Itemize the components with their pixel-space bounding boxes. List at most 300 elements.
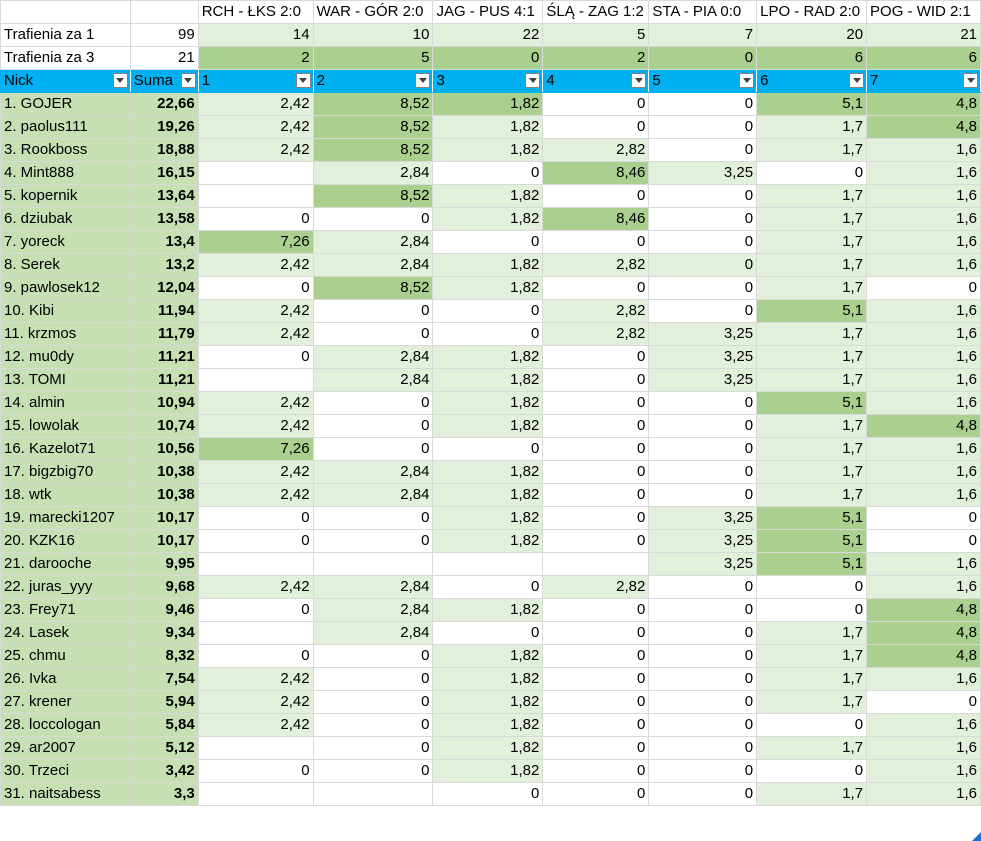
points-cell[interactable]: 1,82 — [433, 392, 543, 415]
player-sum[interactable]: 11,79 — [130, 323, 198, 346]
points-cell[interactable]: 8,46 — [543, 208, 649, 231]
points-cell[interactable]: 1,7 — [757, 323, 867, 346]
stats-value[interactable]: 2 — [198, 47, 313, 70]
filter-dropdown-icon[interactable] — [631, 73, 646, 88]
points-cell[interactable]: 0 — [543, 737, 649, 760]
points-cell[interactable]: 0 — [649, 484, 757, 507]
match-header[interactable]: ŚLĄ - ZAG 1:2 — [543, 1, 649, 24]
points-cell[interactable]: 0 — [543, 369, 649, 392]
points-cell[interactable]: 4,8 — [867, 93, 981, 116]
points-cell[interactable]: 0 — [649, 277, 757, 300]
points-cell[interactable]: 1,6 — [867, 783, 981, 806]
points-cell[interactable]: 0 — [543, 599, 649, 622]
points-cell[interactable]: 1,7 — [757, 484, 867, 507]
points-cell[interactable]: 1,7 — [757, 645, 867, 668]
player-nick[interactable]: 3. Rookboss — [1, 139, 131, 162]
points-cell[interactable]: 0 — [649, 645, 757, 668]
points-cell[interactable]: 1,7 — [757, 185, 867, 208]
points-cell[interactable]: 0 — [649, 208, 757, 231]
points-cell[interactable]: 1,6 — [867, 438, 981, 461]
points-cell[interactable]: 2,42 — [198, 116, 313, 139]
points-cell[interactable]: 3,25 — [649, 553, 757, 576]
points-cell[interactable]: 1,6 — [867, 737, 981, 760]
points-cell[interactable]: 0 — [198, 507, 313, 530]
points-cell[interactable]: 1,6 — [867, 668, 981, 691]
points-cell[interactable]: 0 — [757, 760, 867, 783]
points-cell[interactable]: 0 — [198, 645, 313, 668]
points-cell[interactable]: 0 — [313, 668, 433, 691]
points-cell[interactable]: 0 — [433, 576, 543, 599]
player-nick[interactable]: 6. dziubak — [1, 208, 131, 231]
points-cell[interactable]: 8,52 — [313, 277, 433, 300]
empty-cell[interactable] — [130, 1, 198, 24]
points-cell[interactable]: 1,7 — [757, 668, 867, 691]
points-cell[interactable]: 1,82 — [433, 254, 543, 277]
points-cell[interactable]: 3,25 — [649, 162, 757, 185]
points-cell[interactable]: 0 — [757, 599, 867, 622]
points-cell[interactable]: 2,82 — [543, 139, 649, 162]
points-cell[interactable] — [433, 553, 543, 576]
points-cell[interactable]: 1,6 — [867, 139, 981, 162]
points-cell[interactable]: 0 — [433, 162, 543, 185]
points-cell[interactable]: 1,7 — [757, 231, 867, 254]
points-cell[interactable]: 1,82 — [433, 346, 543, 369]
points-cell[interactable]: 1,6 — [867, 760, 981, 783]
points-cell[interactable]: 0 — [543, 415, 649, 438]
points-cell[interactable]: 4,8 — [867, 415, 981, 438]
player-nick[interactable]: 15. lowolak — [1, 415, 131, 438]
points-cell[interactable]: 0 — [757, 714, 867, 737]
points-cell[interactable]: 5,1 — [757, 93, 867, 116]
points-cell[interactable]: 5,1 — [757, 507, 867, 530]
points-cell[interactable]: 2,84 — [313, 622, 433, 645]
points-cell[interactable]: 0 — [649, 116, 757, 139]
player-nick[interactable]: 30. Trzeci — [1, 760, 131, 783]
player-nick[interactable]: 26. Ivka — [1, 668, 131, 691]
points-cell[interactable]: 1,82 — [433, 415, 543, 438]
points-cell[interactable]: 3,25 — [649, 346, 757, 369]
points-cell[interactable]: 2,42 — [198, 415, 313, 438]
points-cell[interactable]: 2,42 — [198, 323, 313, 346]
filter-dropdown-icon[interactable] — [113, 73, 128, 88]
points-cell[interactable]: 7,26 — [198, 438, 313, 461]
match-header[interactable]: POG - WID 2:1 — [867, 1, 981, 24]
points-cell[interactable]: 0 — [313, 438, 433, 461]
match-header[interactable]: STA - PIA 0:0 — [649, 1, 757, 24]
player-nick[interactable]: 11. krzmos — [1, 323, 131, 346]
points-cell[interactable]: 2,84 — [313, 254, 433, 277]
stats-value[interactable]: 2 — [543, 47, 649, 70]
points-cell[interactable]: 2,42 — [198, 392, 313, 415]
points-cell[interactable]: 0 — [313, 300, 433, 323]
points-cell[interactable]: 1,82 — [433, 645, 543, 668]
points-cell[interactable] — [198, 185, 313, 208]
points-cell[interactable] — [313, 553, 433, 576]
points-cell[interactable]: 0 — [757, 162, 867, 185]
points-cell[interactable]: 0 — [313, 714, 433, 737]
points-cell[interactable]: 2,84 — [313, 599, 433, 622]
player-sum[interactable]: 22,66 — [130, 93, 198, 116]
points-cell[interactable]: 0 — [198, 530, 313, 553]
stats-label[interactable]: Trafienia za 1 — [1, 24, 131, 47]
points-cell[interactable]: 8,52 — [313, 93, 433, 116]
stats-value[interactable]: 0 — [433, 47, 543, 70]
filter-dropdown-icon[interactable] — [739, 73, 754, 88]
points-cell[interactable]: 1,82 — [433, 599, 543, 622]
points-cell[interactable]: 1,7 — [757, 415, 867, 438]
points-cell[interactable]: 0 — [649, 576, 757, 599]
player-sum[interactable]: 10,74 — [130, 415, 198, 438]
resize-handle-icon[interactable] — [972, 832, 981, 841]
points-cell[interactable]: 1,6 — [867, 553, 981, 576]
points-cell[interactable]: 0 — [649, 93, 757, 116]
points-cell[interactable]: 0 — [649, 254, 757, 277]
points-cell[interactable]: 5,1 — [757, 300, 867, 323]
points-cell[interactable]: 2,84 — [313, 461, 433, 484]
points-cell[interactable]: 2,84 — [313, 231, 433, 254]
points-cell[interactable]: 0 — [649, 185, 757, 208]
points-cell[interactable]: 2,84 — [313, 162, 433, 185]
points-cell[interactable]: 0 — [198, 760, 313, 783]
filter-dropdown-icon[interactable] — [525, 73, 540, 88]
points-cell[interactable]: 1,6 — [867, 300, 981, 323]
points-cell[interactable]: 0 — [543, 668, 649, 691]
stats-value[interactable]: 7 — [649, 24, 757, 47]
points-cell[interactable]: 1,82 — [433, 185, 543, 208]
points-cell[interactable]: 0 — [433, 622, 543, 645]
stats-value[interactable]: 5 — [313, 47, 433, 70]
points-cell[interactable] — [198, 622, 313, 645]
player-sum[interactable]: 13,2 — [130, 254, 198, 277]
points-cell[interactable]: 0 — [867, 530, 981, 553]
points-cell[interactable]: 1,7 — [757, 438, 867, 461]
round-header[interactable] — [543, 70, 649, 93]
round-header[interactable] — [867, 70, 981, 93]
points-cell[interactable]: 0 — [543, 438, 649, 461]
player-sum[interactable]: 10,38 — [130, 484, 198, 507]
stats-value[interactable]: 6 — [867, 47, 981, 70]
points-cell[interactable]: 0 — [649, 392, 757, 415]
points-cell[interactable]: 2,42 — [198, 139, 313, 162]
player-nick[interactable]: 2. paolus111 — [1, 116, 131, 139]
points-cell[interactable] — [198, 783, 313, 806]
points-cell[interactable]: 0 — [543, 116, 649, 139]
player-sum[interactable]: 19,26 — [130, 116, 198, 139]
points-cell[interactable]: 0 — [198, 599, 313, 622]
points-cell[interactable]: 3,25 — [649, 323, 757, 346]
points-cell[interactable] — [543, 553, 649, 576]
points-cell[interactable]: 1,6 — [867, 254, 981, 277]
points-cell[interactable]: 0 — [433, 438, 543, 461]
points-cell[interactable]: 5,1 — [757, 530, 867, 553]
points-cell[interactable]: 8,52 — [313, 116, 433, 139]
player-sum[interactable]: 7,54 — [130, 668, 198, 691]
points-cell[interactable]: 1,6 — [867, 162, 981, 185]
points-cell[interactable]: 3,25 — [649, 369, 757, 392]
player-nick[interactable]: 16. Kazelot71 — [1, 438, 131, 461]
points-cell[interactable]: 0 — [649, 599, 757, 622]
points-cell[interactable]: 0 — [313, 737, 433, 760]
points-cell[interactable]: 1,6 — [867, 461, 981, 484]
points-cell[interactable]: 0 — [313, 415, 433, 438]
filter-dropdown-icon[interactable] — [849, 73, 864, 88]
points-cell[interactable]: 1,6 — [867, 484, 981, 507]
points-cell[interactable]: 0 — [543, 530, 649, 553]
points-cell[interactable]: 0 — [543, 645, 649, 668]
points-cell[interactable]: 0 — [543, 93, 649, 116]
points-cell[interactable]: 1,7 — [757, 691, 867, 714]
stats-value[interactable]: 10 — [313, 24, 433, 47]
points-cell[interactable]: 0 — [198, 277, 313, 300]
points-cell[interactable]: 0 — [543, 231, 649, 254]
points-cell[interactable]: 0 — [757, 576, 867, 599]
points-cell[interactable]: 1,82 — [433, 208, 543, 231]
player-sum[interactable]: 11,21 — [130, 346, 198, 369]
points-cell[interactable]: 4,8 — [867, 622, 981, 645]
filter-dropdown-icon[interactable] — [415, 73, 430, 88]
points-cell[interactable]: 1,82 — [433, 737, 543, 760]
points-cell[interactable]: 1,6 — [867, 392, 981, 415]
player-nick[interactable]: 23. Frey71 — [1, 599, 131, 622]
points-cell[interactable]: 1,7 — [757, 116, 867, 139]
points-cell[interactable]: 2,82 — [543, 576, 649, 599]
points-cell[interactable]: 0 — [543, 392, 649, 415]
points-cell[interactable]: 1,82 — [433, 277, 543, 300]
points-cell[interactable]: 1,82 — [433, 139, 543, 162]
stats-value[interactable]: 5 — [543, 24, 649, 47]
points-cell[interactable]: 1,82 — [433, 93, 543, 116]
points-cell[interactable]: 1,82 — [433, 760, 543, 783]
points-cell[interactable]: 3,25 — [649, 530, 757, 553]
player-nick[interactable]: 9. pawlosek12 — [1, 277, 131, 300]
points-cell[interactable]: 0 — [543, 461, 649, 484]
points-cell[interactable]: 0 — [543, 277, 649, 300]
player-nick[interactable]: 7. yoreck — [1, 231, 131, 254]
points-cell[interactable]: 1,82 — [433, 668, 543, 691]
points-cell[interactable]: 1,7 — [757, 369, 867, 392]
stats-value[interactable]: 22 — [433, 24, 543, 47]
points-cell[interactable] — [313, 783, 433, 806]
points-cell[interactable]: 1,6 — [867, 369, 981, 392]
player-sum[interactable]: 10,94 — [130, 392, 198, 415]
player-sum[interactable]: 3,3 — [130, 783, 198, 806]
points-cell[interactable]: 1,7 — [757, 208, 867, 231]
points-cell[interactable]: 0 — [649, 783, 757, 806]
player-sum[interactable]: 8,32 — [130, 645, 198, 668]
player-nick[interactable]: 18. wtk — [1, 484, 131, 507]
round-header[interactable] — [198, 70, 313, 93]
points-cell[interactable]: 1,6 — [867, 346, 981, 369]
player-nick[interactable]: 29. ar2007 — [1, 737, 131, 760]
nick-header[interactable] — [1, 70, 131, 93]
points-cell[interactable]: 5,1 — [757, 392, 867, 415]
stats-value[interactable]: 6 — [757, 47, 867, 70]
points-cell[interactable]: 0 — [649, 438, 757, 461]
player-nick[interactable]: 25. chmu — [1, 645, 131, 668]
points-cell[interactable] — [198, 737, 313, 760]
player-sum[interactable]: 10,17 — [130, 507, 198, 530]
points-cell[interactable]: 0 — [543, 185, 649, 208]
points-cell[interactable]: 2,84 — [313, 369, 433, 392]
points-cell[interactable]: 1,6 — [867, 185, 981, 208]
player-nick[interactable]: 1. GOJER — [1, 93, 131, 116]
points-cell[interactable]: 2,82 — [543, 254, 649, 277]
round-header[interactable] — [757, 70, 867, 93]
points-cell[interactable]: 0 — [649, 461, 757, 484]
points-cell[interactable]: 0 — [313, 392, 433, 415]
points-cell[interactable]: 0 — [543, 783, 649, 806]
points-cell[interactable]: 1,6 — [867, 208, 981, 231]
points-cell[interactable]: 2,82 — [543, 300, 649, 323]
points-cell[interactable]: 0 — [433, 783, 543, 806]
points-cell[interactable]: 2,42 — [198, 714, 313, 737]
points-cell[interactable]: 0 — [313, 208, 433, 231]
player-nick[interactable]: 5. kopernik — [1, 185, 131, 208]
points-cell[interactable]: 0 — [867, 507, 981, 530]
points-cell[interactable]: 0 — [543, 346, 649, 369]
player-nick[interactable]: 13. TOMI — [1, 369, 131, 392]
points-cell[interactable]: 1,7 — [757, 277, 867, 300]
match-header[interactable]: WAR - GÓR 2:0 — [313, 1, 433, 24]
player-sum[interactable]: 3,42 — [130, 760, 198, 783]
points-cell[interactable]: 3,25 — [649, 507, 757, 530]
points-cell[interactable]: 0 — [649, 139, 757, 162]
points-cell[interactable]: 1,7 — [757, 783, 867, 806]
points-cell[interactable]: 0 — [649, 691, 757, 714]
points-cell[interactable]: 1,82 — [433, 116, 543, 139]
player-nick[interactable]: 28. loccologan — [1, 714, 131, 737]
round-header[interactable] — [649, 70, 757, 93]
player-sum[interactable]: 10,38 — [130, 461, 198, 484]
points-cell[interactable]: 7,26 — [198, 231, 313, 254]
empty-cell[interactable] — [1, 1, 131, 24]
player-nick[interactable]: 27. krener — [1, 691, 131, 714]
points-cell[interactable]: 0 — [649, 622, 757, 645]
player-sum[interactable]: 13,4 — [130, 231, 198, 254]
stats-total[interactable]: 21 — [130, 47, 198, 70]
points-cell[interactable] — [198, 553, 313, 576]
points-cell[interactable]: 0 — [649, 714, 757, 737]
player-nick[interactable]: 31. naitsabess — [1, 783, 131, 806]
player-sum[interactable]: 9,68 — [130, 576, 198, 599]
points-cell[interactable]: 0 — [543, 484, 649, 507]
points-cell[interactable]: 1,82 — [433, 507, 543, 530]
player-nick[interactable]: 24. Lasek — [1, 622, 131, 645]
points-cell[interactable]: 2,42 — [198, 300, 313, 323]
player-sum[interactable]: 16,15 — [130, 162, 198, 185]
filter-dropdown-icon[interactable] — [296, 73, 311, 88]
player-sum[interactable]: 13,64 — [130, 185, 198, 208]
points-cell[interactable]: 2,42 — [198, 484, 313, 507]
points-cell[interactable]: 2,42 — [198, 93, 313, 116]
points-cell[interactable]: 0 — [313, 645, 433, 668]
points-cell[interactable]: 0 — [543, 760, 649, 783]
points-cell[interactable]: 4,8 — [867, 116, 981, 139]
stats-value[interactable]: 20 — [757, 24, 867, 47]
points-cell[interactable]: 1,6 — [867, 323, 981, 346]
player-nick[interactable]: 19. marecki1207 — [1, 507, 131, 530]
match-header[interactable]: LPO - RAD 2:0 — [757, 1, 867, 24]
points-cell[interactable]: 1,7 — [757, 622, 867, 645]
points-cell[interactable]: 2,84 — [313, 484, 433, 507]
sum-header[interactable] — [130, 70, 198, 93]
points-cell[interactable]: 0 — [198, 208, 313, 231]
points-cell[interactable]: 5,1 — [757, 553, 867, 576]
points-cell[interactable]: 0 — [867, 277, 981, 300]
points-cell[interactable]: 1,6 — [867, 714, 981, 737]
points-cell[interactable]: 8,46 — [543, 162, 649, 185]
points-cell[interactable]: 0 — [543, 507, 649, 530]
points-cell[interactable]: 0 — [543, 691, 649, 714]
points-cell[interactable]: 0 — [313, 760, 433, 783]
player-sum[interactable]: 9,46 — [130, 599, 198, 622]
points-cell[interactable]: 1,7 — [757, 346, 867, 369]
points-cell[interactable]: 2,42 — [198, 691, 313, 714]
points-cell[interactable]: 1,82 — [433, 461, 543, 484]
points-cell[interactable]: 8,52 — [313, 139, 433, 162]
filter-dropdown-icon[interactable] — [181, 73, 196, 88]
stats-label[interactable]: Trafienia za 3 — [1, 47, 131, 70]
points-cell[interactable]: 0 — [433, 323, 543, 346]
points-cell[interactable]: 1,6 — [867, 576, 981, 599]
points-cell[interactable]: 2,42 — [198, 668, 313, 691]
points-cell[interactable] — [198, 162, 313, 185]
points-cell[interactable]: 0 — [649, 760, 757, 783]
points-cell[interactable]: 1,82 — [433, 484, 543, 507]
points-cell[interactable]: 1,6 — [867, 231, 981, 254]
player-sum[interactable]: 9,34 — [130, 622, 198, 645]
points-cell[interactable] — [198, 369, 313, 392]
points-cell[interactable]: 1,7 — [757, 461, 867, 484]
player-sum[interactable]: 18,88 — [130, 139, 198, 162]
points-cell[interactable]: 4,8 — [867, 645, 981, 668]
points-cell[interactable]: 1,82 — [433, 369, 543, 392]
points-cell[interactable]: 8,52 — [313, 185, 433, 208]
points-cell[interactable]: 2,82 — [543, 323, 649, 346]
stats-value[interactable]: 0 — [649, 47, 757, 70]
player-sum[interactable]: 11,21 — [130, 369, 198, 392]
stats-total[interactable]: 99 — [130, 24, 198, 47]
points-cell[interactable]: 0 — [867, 691, 981, 714]
points-cell[interactable]: 0 — [433, 231, 543, 254]
player-sum[interactable]: 10,17 — [130, 530, 198, 553]
player-nick[interactable]: 17. bigzbig70 — [1, 461, 131, 484]
points-cell[interactable]: 0 — [313, 323, 433, 346]
points-cell[interactable]: 2,84 — [313, 346, 433, 369]
player-nick[interactable]: 10. Kibi — [1, 300, 131, 323]
points-cell[interactable]: 2,42 — [198, 254, 313, 277]
player-sum[interactable]: 5,94 — [130, 691, 198, 714]
points-cell[interactable]: 0 — [649, 300, 757, 323]
player-sum[interactable]: 5,84 — [130, 714, 198, 737]
match-header[interactable]: JAG - PUS 4:1 — [433, 1, 543, 24]
player-sum[interactable]: 5,12 — [130, 737, 198, 760]
player-nick[interactable]: 20. KZK16 — [1, 530, 131, 553]
player-sum[interactable]: 12,04 — [130, 277, 198, 300]
points-cell[interactable]: 0 — [198, 346, 313, 369]
points-cell[interactable]: 0 — [313, 507, 433, 530]
player-nick[interactable]: 22. juras_yyy — [1, 576, 131, 599]
points-cell[interactable]: 0 — [313, 530, 433, 553]
player-sum[interactable]: 13,58 — [130, 208, 198, 231]
points-cell[interactable]: 2,42 — [198, 576, 313, 599]
points-cell[interactable]: 1,7 — [757, 737, 867, 760]
player-nick[interactable]: 4. Mint888 — [1, 162, 131, 185]
player-nick[interactable]: 8. Serek — [1, 254, 131, 277]
points-cell[interactable]: 0 — [649, 668, 757, 691]
points-cell[interactable]: 0 — [433, 300, 543, 323]
points-cell[interactable]: 1,82 — [433, 691, 543, 714]
